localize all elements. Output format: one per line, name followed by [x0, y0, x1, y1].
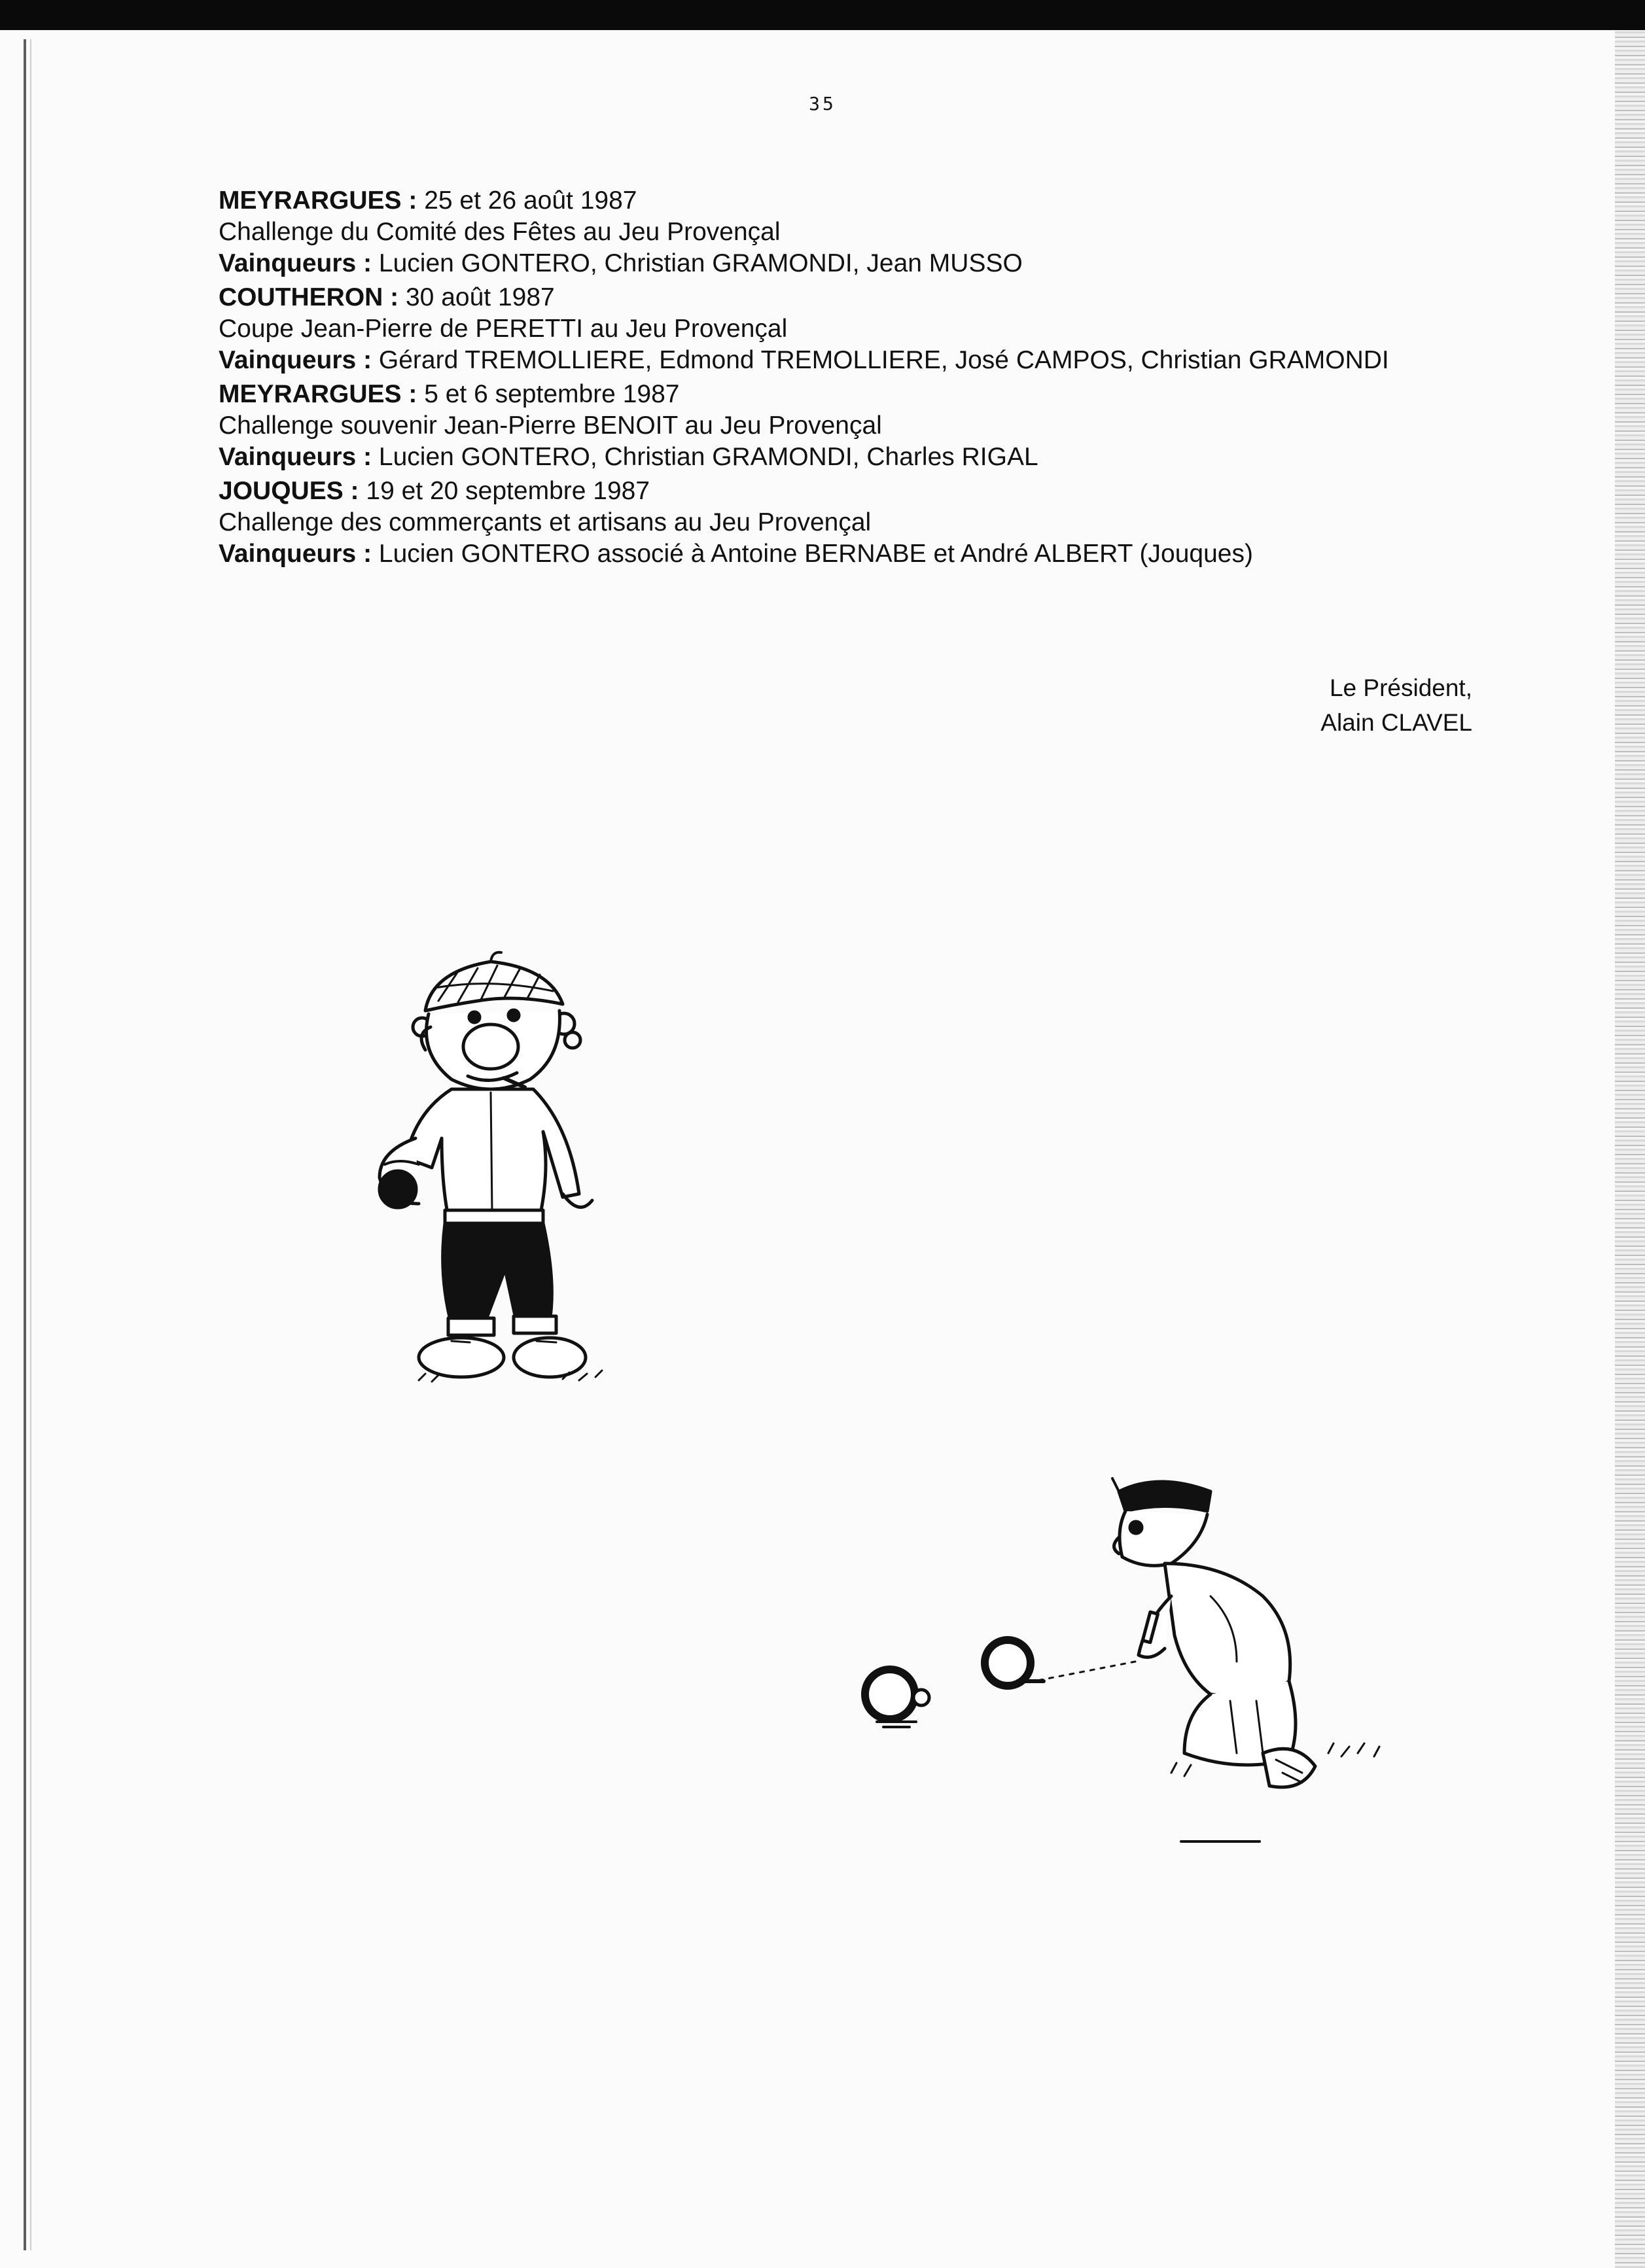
entry-date: 25 et 26 août 1987 [417, 186, 637, 215]
results-list [219, 185, 1580, 572]
entry-heading [219, 379, 1580, 410]
result-entry [219, 379, 1580, 473]
winners-names: Lucien GONTERO, Christian GRAMONDI, Charles RIGAL [372, 443, 1038, 471]
entry-event: Challenge des commerçants et artisans au Jeu Provençal [219, 508, 872, 536]
entry-place: JOUQUES : [219, 477, 359, 505]
scan-top-border [0, 0, 1645, 30]
entry-winners [219, 248, 1580, 279]
kneeling-player-illustration [844, 1465, 1394, 1871]
entry-winners [219, 345, 1580, 376]
page-right-edge [1615, 30, 1645, 2268]
page-left-edge [24, 39, 26, 2250]
result-entry [219, 476, 1580, 570]
winners-names: Gérard TREMOLLIERE, Edmond TREMOLLIERE, José CAMPOS, Christian GRAMONDI [372, 346, 1389, 374]
entry-winners [219, 442, 1580, 473]
entry-heading [219, 476, 1580, 507]
winners-names: Lucien GONTERO associé à Antoine BERNABE et André ALBERT (Jouques) [372, 540, 1253, 568]
entry-date: 30 août 1987 [398, 283, 555, 311]
page-number: 35 [809, 93, 836, 114]
result-entry [219, 185, 1580, 279]
entry-heading [219, 282, 1580, 313]
winners-label: Vainqueurs : [219, 443, 372, 471]
entry-winners [219, 538, 1580, 570]
entry-heading [219, 185, 1580, 217]
winners-label: Vainqueurs : [219, 249, 372, 277]
signature-block [1320, 671, 1472, 740]
entry-event: Coupe Jean-Pierre de PERETTI au Jeu Provençal [219, 315, 788, 343]
entry-place: MEYRARGUES : [219, 186, 417, 215]
standing-player-illustration [353, 942, 641, 1413]
winners-label: Vainqueurs : [219, 346, 372, 374]
entry-place: COUTHERON : [219, 283, 399, 311]
entry-date: 19 et 20 septembre 1987 [359, 477, 650, 505]
entry-event: Challenge souvenir Jean-Pierre BENOIT au Jeu Provençal [219, 411, 882, 440]
entry-place: MEYRARGUES : [219, 380, 417, 408]
winners-label: Vainqueurs : [219, 540, 372, 568]
result-entry [219, 282, 1580, 376]
entry-date: 5 et 6 septembre 1987 [417, 380, 680, 408]
winners-names: Lucien GONTERO, Christian GRAMONDI, Jean MUSSO [372, 249, 1023, 277]
signature-title: Le Président, [1329, 674, 1472, 701]
entry-event: Challenge du Comité des Fêtes au Jeu Provençal [219, 218, 781, 246]
signature-name: Alain CLAVEL [1320, 709, 1472, 736]
page-left-edge-shadow [30, 39, 31, 2250]
